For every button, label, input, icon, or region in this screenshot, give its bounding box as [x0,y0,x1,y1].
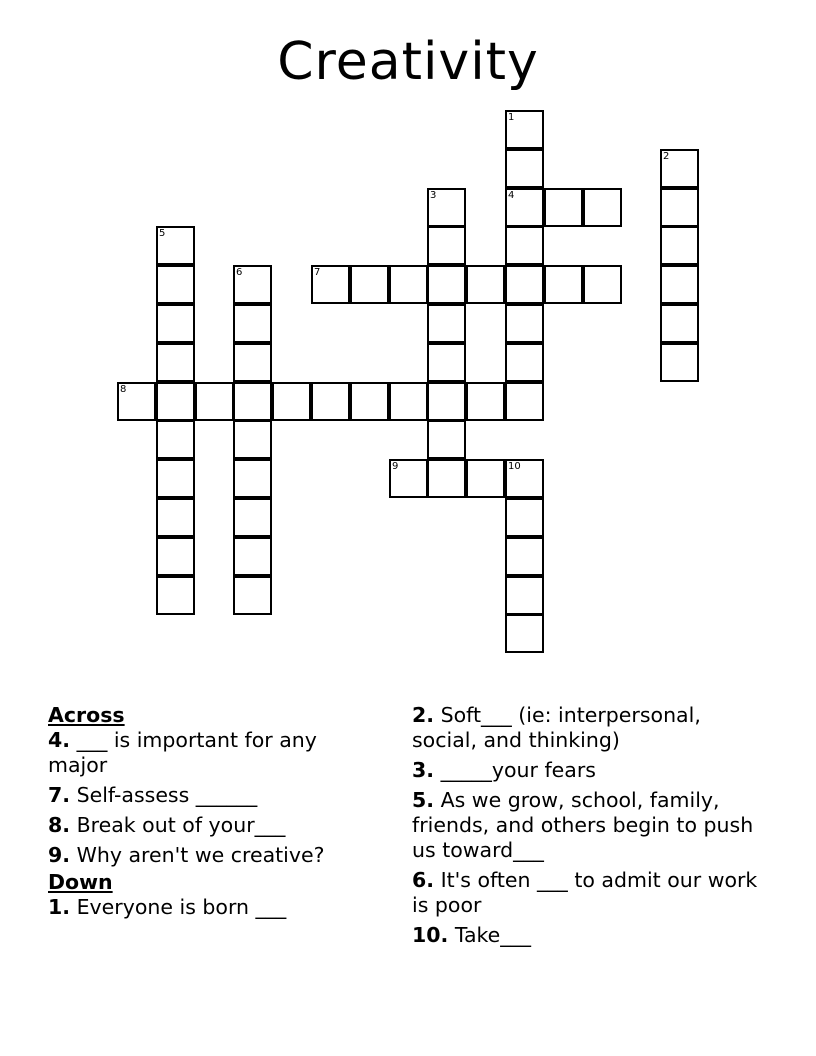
clue-down-10 [412,923,762,948]
crossword-cell[interactable] [233,498,272,537]
clue-number: 6. [412,868,435,892]
clue-number-label: 4 [508,190,515,201]
crossword-cell[interactable] [233,576,272,615]
crossword-cell[interactable] [156,459,195,498]
clue-number-label: 8 [120,384,127,395]
clue-number-label: 3 [430,190,437,201]
down-heading: Down [48,870,113,894]
clue-across-8 [48,813,368,838]
crossword-cell[interactable] [233,343,272,382]
crossword-cell[interactable] [466,459,505,498]
clue-text: Why aren't we creative? [70,843,325,867]
crossword-cell[interactable] [505,537,544,576]
crossword-cell[interactable] [233,304,272,343]
clues-right-column [412,703,762,953]
clue-text: Break out of your___ [70,813,286,837]
clue-number: 9. [48,843,71,867]
crossword-cell[interactable] [427,304,466,343]
crossword-cell[interactable] [660,343,699,382]
clue-number-label: 5 [159,228,166,239]
crossword-cell[interactable] [156,420,195,459]
clue-text: ___ is important for any major [48,728,317,777]
crossword-cell[interactable] [505,265,544,304]
crossword-cell[interactable] [350,265,389,304]
crossword-cell[interactable] [272,382,311,421]
crossword-cell[interactable] [505,498,544,537]
crossword-cell[interactable] [427,459,466,498]
clue-down-3 [412,758,762,783]
clue-number: 8. [48,813,71,837]
crossword-cell[interactable] [427,265,466,304]
clue-number: 3. [412,758,435,782]
page-title: Creativity [277,32,539,92]
clue-number-label: 10 [508,461,521,472]
clue-number-label: 2 [663,151,670,162]
across-heading: Across [48,703,125,727]
clue-down-5 [412,788,762,863]
clue-number: 1. [48,895,71,919]
clue-across-4 [48,728,368,778]
crossword-cell[interactable] [350,382,389,421]
crossword-cell[interactable] [427,382,466,421]
crossword-cell[interactable] [466,382,505,421]
crossword-cell[interactable] [156,343,195,382]
clue-text: Everyone is born ___ [70,895,287,919]
clues-left-column [48,703,368,925]
crossword-cell[interactable] [660,188,699,227]
clue-number-label: 7 [314,267,321,278]
clue-down-1 [48,895,368,920]
clue-text: Self-assess ______ [70,783,258,807]
clue-down-2 [412,703,762,753]
clue-text: As we grow, school, family, friends, and others begin to push us toward___ [412,788,754,862]
crossword-cell[interactable] [583,265,622,304]
clue-text: _____your fears [434,758,596,782]
crossword-cell[interactable] [156,304,195,343]
crossword-cell[interactable] [505,226,544,265]
crossword-cell[interactable] [233,420,272,459]
crossword-cell[interactable] [544,265,583,304]
clue-number-label: 6 [236,267,243,278]
crossword-cell[interactable] [311,382,350,421]
crossword-cell[interactable] [427,420,466,459]
crossword-cell[interactable] [427,343,466,382]
crossword-cell[interactable] [233,537,272,576]
crossword-cell[interactable] [233,459,272,498]
crossword-cell[interactable] [505,382,544,421]
crossword-cell[interactable] [156,265,195,304]
clue-number: 4. [48,728,71,752]
clue-text: Take___ [448,923,532,947]
crossword-cell[interactable] [505,304,544,343]
crossword-cell[interactable] [660,304,699,343]
crossword-cell[interactable] [660,226,699,265]
clue-number-label: 1 [508,112,515,123]
clue-across-9 [48,843,368,868]
crossword-cell[interactable] [544,188,583,227]
crossword-cell[interactable] [156,382,195,421]
crossword-cell[interactable] [505,149,544,188]
crossword-cell[interactable] [156,537,195,576]
crossword-cell[interactable] [660,265,699,304]
crossword-cell[interactable] [389,382,428,421]
crossword-cell[interactable] [389,265,428,304]
crossword-cell[interactable] [195,382,234,421]
crossword-cell[interactable] [583,188,622,227]
clue-number: 10. [412,923,449,947]
crossword-cell[interactable] [156,576,195,615]
clue-across-7 [48,783,368,808]
clue-number: 2. [412,703,435,727]
crossword-cell[interactable] [427,226,466,265]
crossword-cell[interactable] [505,614,544,653]
clue-text: It's often ___ to admit our work is poor [412,868,758,917]
clue-text: Soft___ (ie: interpersonal, social, and thinking) [412,703,701,752]
crossword-cell[interactable] [505,343,544,382]
clue-down-6 [412,868,762,918]
clue-number: 7. [48,783,71,807]
crossword-cell[interactable] [466,265,505,304]
clue-number: 5. [412,788,435,812]
clue-number-label: 9 [392,461,399,472]
crossword-cell[interactable] [233,382,272,421]
crossword-cell[interactable] [156,498,195,537]
crossword-cell[interactable] [505,576,544,615]
